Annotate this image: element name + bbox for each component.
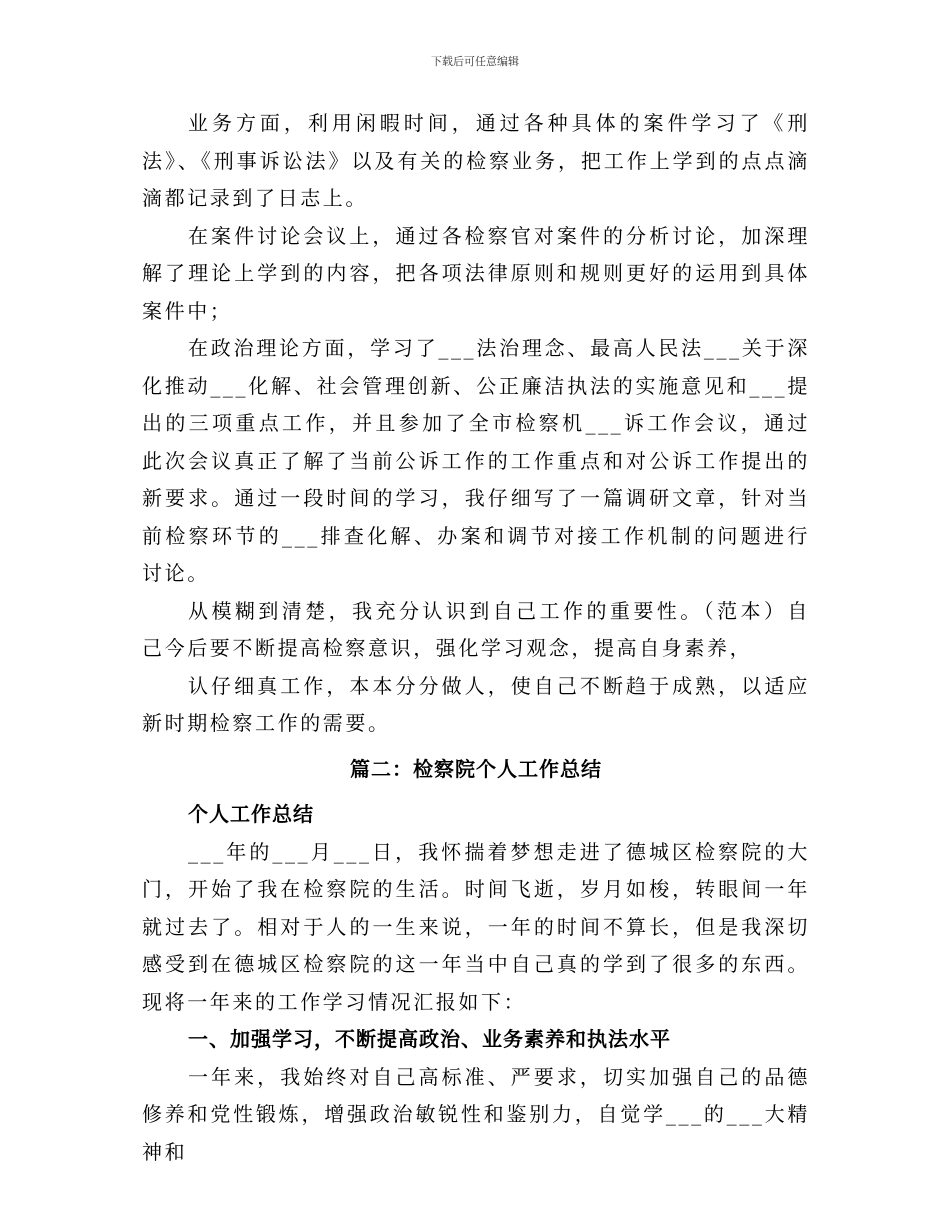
paragraph-awareness: 从模糊到清楚，我充分认识到自己工作的重要性。（范本）自己今后要不断提高检察意识，强化学习观念，提高自身素养， (142, 598, 810, 660)
page-header: 下载后可任意编辑 (431, 55, 519, 68)
document-body (142, 105, 810, 1171)
subtitle: 个人工作总结 (188, 802, 314, 826)
paragraph-business: 业务方面，利用闲暇时间，通过各种具体的案件学习了《刑法》、《刑事诉讼法》以及有关的检察业务，把工作上学到的点点滴滴都记录到了日志上。 (142, 111, 810, 210)
paragraph-case-discussion: 在案件讨论会议上，通过各检察官对案件的分析讨论，加深理解了理论上学到的内容，把各项法律原则和规则更好的运用到具体案件中； (142, 223, 810, 323)
section-title: 篇二：检察院个人工作总结 (350, 756, 602, 781)
paragraph-diligence: 认仔细真工作，本本分分做人，使自己不断趋于成熟，以适应新时期检察工作的需要。 (142, 673, 810, 735)
paragraph-intro: ___年的___月___日，我怀揣着梦想走进了德城区检察院的大门，开始了我在检察院的生活。时间飞逝，岁月如梭，转眼间一年就过去了。相对于人的一生来说，一年的时间不算长，但是我深切感受到在德城区检察院的这一年当中自己真的学到了很多的东西。现将一年来的工作学习情况汇报如下： (142, 839, 810, 1014)
paragraph-political-theory: 在政治理论方面，学习了___法治理念、最高人民法___关于深化推动___化解、社会管理创新、公正廉洁执法的实施意见和___提出的三项重点工作，并且参加了全市检察机___诉工作会议，通过此次会议真正了解了当前公诉工作的工作重点和对公诉工作提出的新要求。通过一段时间的学习，我仔细写了一篇调研文章，针对当前检察环节的___排查化解、办案和调节对接工作机制的问题进行讨论。 (142, 336, 810, 585)
paragraph-self-discipline: 一年来，我始终对自己高标准、严要求，切实加强自己的品德修养和党性锻炼，增强政治敏锐性和鉴别力，自觉学___的___大精神和 (142, 1064, 810, 1164)
heading-one: 一、加强学习，不断提高政治、业务素养和执法水平 (188, 1027, 671, 1051)
